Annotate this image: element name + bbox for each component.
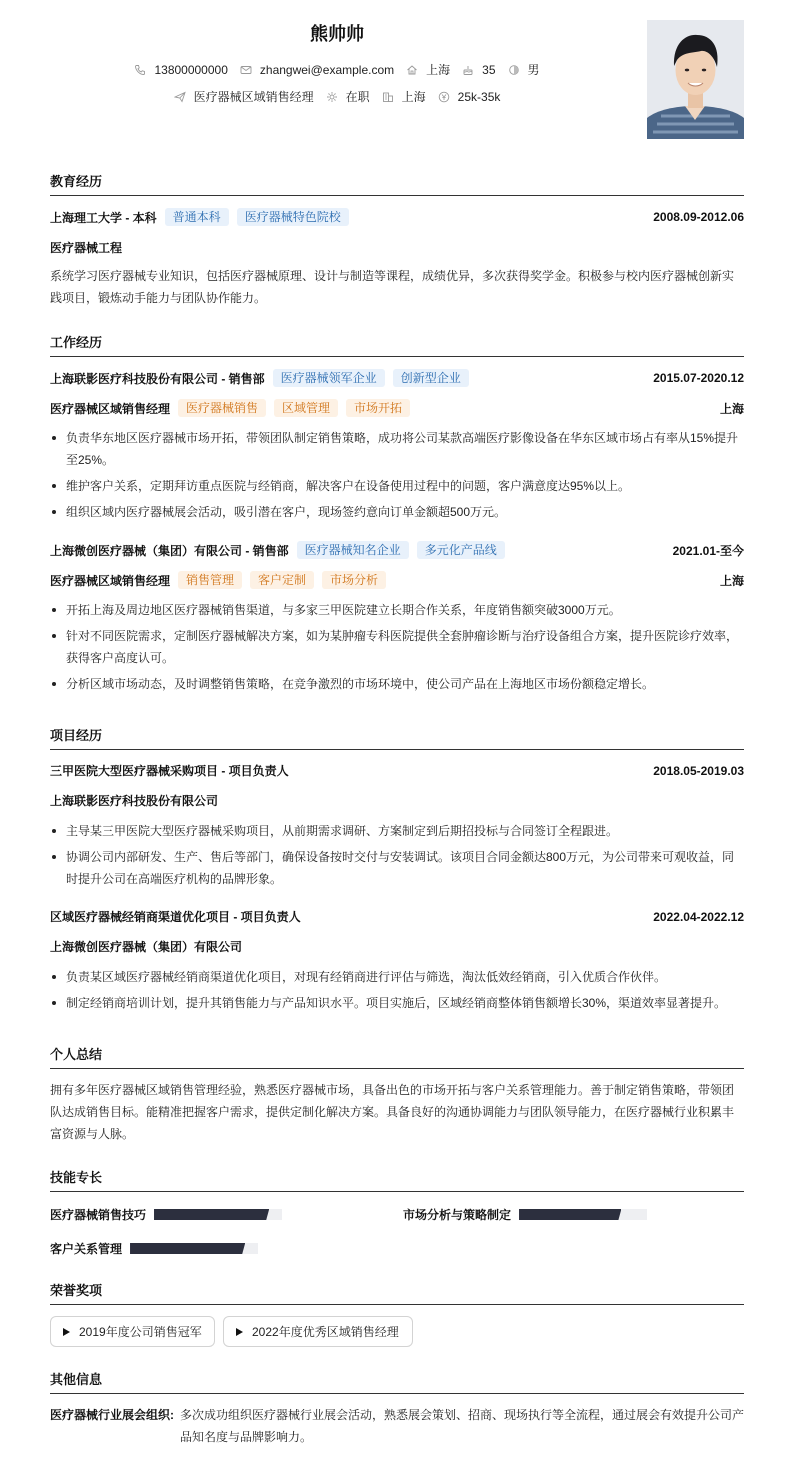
gender-text: 男 — [527, 63, 540, 77]
status-item — [326, 88, 370, 105]
salary-icon — [438, 91, 450, 103]
profile-photo — [647, 20, 744, 139]
project-bullet: 协调公司内部研发、生产、售后等部门，确保设备按时交付与安装调试。该项目合同金额达800万元，为公司带来可观收益，同时提升公司在高端医疗机构的品牌形象。 — [50, 846, 744, 890]
role-tag: 医疗器械销售 — [178, 399, 266, 417]
skill-bar-fill — [154, 1209, 269, 1220]
salary-item — [438, 90, 501, 104]
email-text: zhangwei@example.com — [259, 62, 395, 77]
city-text: 上海 — [426, 63, 451, 77]
role-tag: 销售管理 — [178, 571, 242, 589]
age-text: 35 — [482, 62, 496, 77]
work-location: 上海 — [719, 401, 744, 416]
education-date: 2008.09-2012.06 — [653, 210, 744, 224]
school-name: 上海理工大学 - 本科 — [50, 210, 157, 225]
candidate-name: 熊帅帅 — [310, 24, 364, 44]
role-tag: 市场开拓 — [346, 399, 410, 417]
mail-icon — [240, 64, 252, 76]
project-bullet: 负责某区域医疗器械经销商渠道优化项目，对现有经销商进行评估与筛选，淘汰低效经销商，引入优质合作伙伴。 — [50, 966, 744, 988]
salary-text: 25k-35k — [457, 89, 501, 104]
work-bullets — [50, 427, 744, 527]
skill-bar — [154, 1209, 282, 1220]
send-icon — [174, 91, 186, 103]
skill-bar — [130, 1243, 258, 1254]
project-bullets — [50, 966, 744, 1018]
other-info-row — [50, 1404, 744, 1448]
project-title-row — [50, 908, 744, 925]
skill-bar — [519, 1209, 647, 1220]
company-tag: 创新型企业 — [393, 369, 469, 387]
skill-name: 医疗器械销售技巧 — [50, 1208, 147, 1222]
work-bullets — [50, 599, 744, 699]
work-company: 上海微创医疗器械（集团）有限公司 - 销售部 — [50, 543, 289, 558]
project-bullet: 制定经销商培训计划，提升其销售能力与产品知识水平。项目实施后，区域经销商整体销售额增长30%，渠道效率显著提升。 — [50, 992, 744, 1014]
work-bullet: 分析区域市场动态，及时调整销售策略，在竞争激烈的市场环境中，使公司产品在上海地区市场份额稳定增长。 — [50, 673, 744, 695]
work-role: 医疗器械区域销售经理 — [50, 573, 171, 588]
work-date: 2021.01-至今 — [672, 543, 744, 558]
work-role-row — [50, 571, 744, 589]
other-info-value: 多次成功组织医疗器械行业展会活动，熟悉展会策划、招商、现场执行等全流程，通过展会有效提升公司产品知名度与品牌影响力。 — [180, 1408, 745, 1444]
contact-row — [50, 61, 624, 78]
work-bullet: 负责华东地区医疗器械市场开拓，带领团队制定销售策略，成功将公司某款高端医疗影像设备在华东区域市场占有率从15%提升至25%。 — [50, 427, 744, 471]
work-company-row — [50, 369, 744, 387]
section-title-projects: 项目经历 — [50, 725, 744, 750]
role-tag: 区域管理 — [274, 399, 338, 417]
project-bullets — [50, 820, 744, 894]
project-bullet: 主导某三甲医院大型医疗器械采购项目，从前期需求调研、方案制定到后期招投标与合同签订全程跟进。 — [50, 820, 744, 842]
skill-bar-fill — [130, 1243, 245, 1254]
building-icon — [382, 91, 394, 103]
skill-item — [50, 1206, 282, 1223]
project-company: 上海微创医疗器械（集团）有限公司 — [50, 940, 243, 954]
education-description: 系统学习医疗器械专业知识，包括医疗器械原理、设计与制造等课程，成绩优异，多次获得奖学金。积极参与校内医疗器械创新实践项目，锻炼动手能力与团队协作能力。 — [50, 269, 735, 305]
award-item — [50, 1316, 215, 1347]
work-company: 上海联影医疗科技股份有限公司 - 销售部 — [50, 371, 265, 386]
company-tag: 多元化产品线 — [417, 541, 505, 559]
status-icon — [326, 91, 338, 103]
position-item — [174, 88, 314, 105]
gender-icon — [508, 64, 520, 76]
section-title-skills: 技能专长 — [50, 1167, 744, 1192]
project-company-row — [50, 938, 744, 955]
project-title: 区域医疗器械经销商渠道优化项目 - 项目负责人 — [50, 910, 301, 924]
project-date: 2018.05-2019.03 — [653, 763, 744, 778]
work-date: 2015.07-2020.12 — [653, 371, 744, 385]
summary-text: 拥有多年医疗器械区域销售管理经验，熟悉医疗器械市场，具备出色的市场开拓与客户关系管理能力。善于制定销售策略，带领团队达成销售目标。能精准把握客户需求，提供定制化解决方案。具备良好的沟通协调能力与团队领导能力，在医疗器械行业积累丰富资源与人脉。 — [50, 1083, 735, 1141]
skill-bar-fill — [519, 1209, 621, 1220]
section-title-work: 工作经历 — [50, 332, 744, 357]
gender-item — [508, 61, 540, 78]
resume-header — [50, 18, 744, 143]
work-bullet: 组织区域内医疗器械展会活动，吸引潜在客户，现场签约意向订单金额超500万元。 — [50, 501, 744, 523]
role-tag: 市场分析 — [322, 571, 386, 589]
city-item — [406, 61, 450, 78]
position-text: 医疗器械区域销售经理 — [193, 90, 314, 104]
work-bullet: 针对不同医院需求，定制医疗器械解决方案，如为某肿瘤专科医院提供全套肿瘤诊断与治疗设备组合方案，提升医院诊疗效率，获得客户高度认可。 — [50, 625, 744, 669]
work-company-row — [50, 541, 744, 559]
award-item — [223, 1316, 413, 1347]
project-title-row — [50, 762, 744, 779]
work-location: 上海 — [719, 573, 744, 588]
work-city-item — [382, 88, 426, 105]
age-item — [462, 63, 495, 77]
project-company-row — [50, 792, 744, 809]
work-bullet: 开拓上海及周边地区医疗器械销售渠道，与多家三甲医院建立长期合作关系，年度销售额突破3000万元。 — [50, 599, 744, 621]
skill-item — [50, 1240, 258, 1257]
home-icon — [406, 64, 418, 76]
job-intent-row — [50, 88, 624, 105]
phone-text: 13800000000 — [154, 62, 228, 77]
skill-name: 客户关系管理 — [50, 1242, 123, 1256]
work-role-row — [50, 399, 744, 417]
education-major-row — [50, 239, 744, 256]
project-company: 上海联影医疗科技股份有限公司 — [50, 794, 219, 808]
education-major: 医疗器械工程 — [50, 241, 123, 255]
work-city-text: 上海 — [401, 90, 426, 104]
section-title-summary: 个人总结 — [50, 1044, 744, 1069]
education-tag: 医疗器械特色院校 — [237, 208, 349, 226]
role-tag: 客户定制 — [250, 571, 314, 589]
phone-item — [134, 63, 227, 77]
project-date: 2022.04-2022.12 — [653, 909, 744, 924]
play-triangle-icon — [236, 1328, 243, 1336]
education-tag: 普通本科 — [165, 208, 229, 226]
status-text: 在职 — [345, 90, 370, 104]
section-title-awards: 荣誉奖项 — [50, 1280, 744, 1305]
work-bullet: 维护客户关系，定期拜访重点医院与经销商，解决客户在设备使用过程中的问题，客户满意度达95%以上。 — [50, 475, 744, 497]
company-tag: 医疗器械知名企业 — [297, 541, 409, 559]
email-item — [240, 63, 394, 77]
play-triangle-icon — [63, 1328, 70, 1336]
education-header-row — [50, 208, 744, 226]
section-title-other: 其他信息 — [50, 1369, 744, 1394]
company-tag: 医疗器械领军企业 — [273, 369, 385, 387]
other-info-label: 医疗器械行业展会组织: — [50, 1408, 174, 1422]
work-role: 医疗器械区域销售经理 — [50, 401, 171, 416]
age-icon — [462, 64, 474, 76]
award-text: 2019年度公司销售冠军 — [79, 1325, 202, 1339]
award-text: 2022年度优秀区域销售经理 — [252, 1325, 399, 1339]
phone-icon — [134, 64, 146, 76]
section-title-education: 教育经历 — [50, 171, 744, 196]
project-title: 三甲医院大型医疗器械采购项目 - 项目负责人 — [50, 764, 289, 778]
skill-name: 市场分析与策略制定 — [403, 1208, 512, 1222]
skill-item — [403, 1206, 647, 1223]
